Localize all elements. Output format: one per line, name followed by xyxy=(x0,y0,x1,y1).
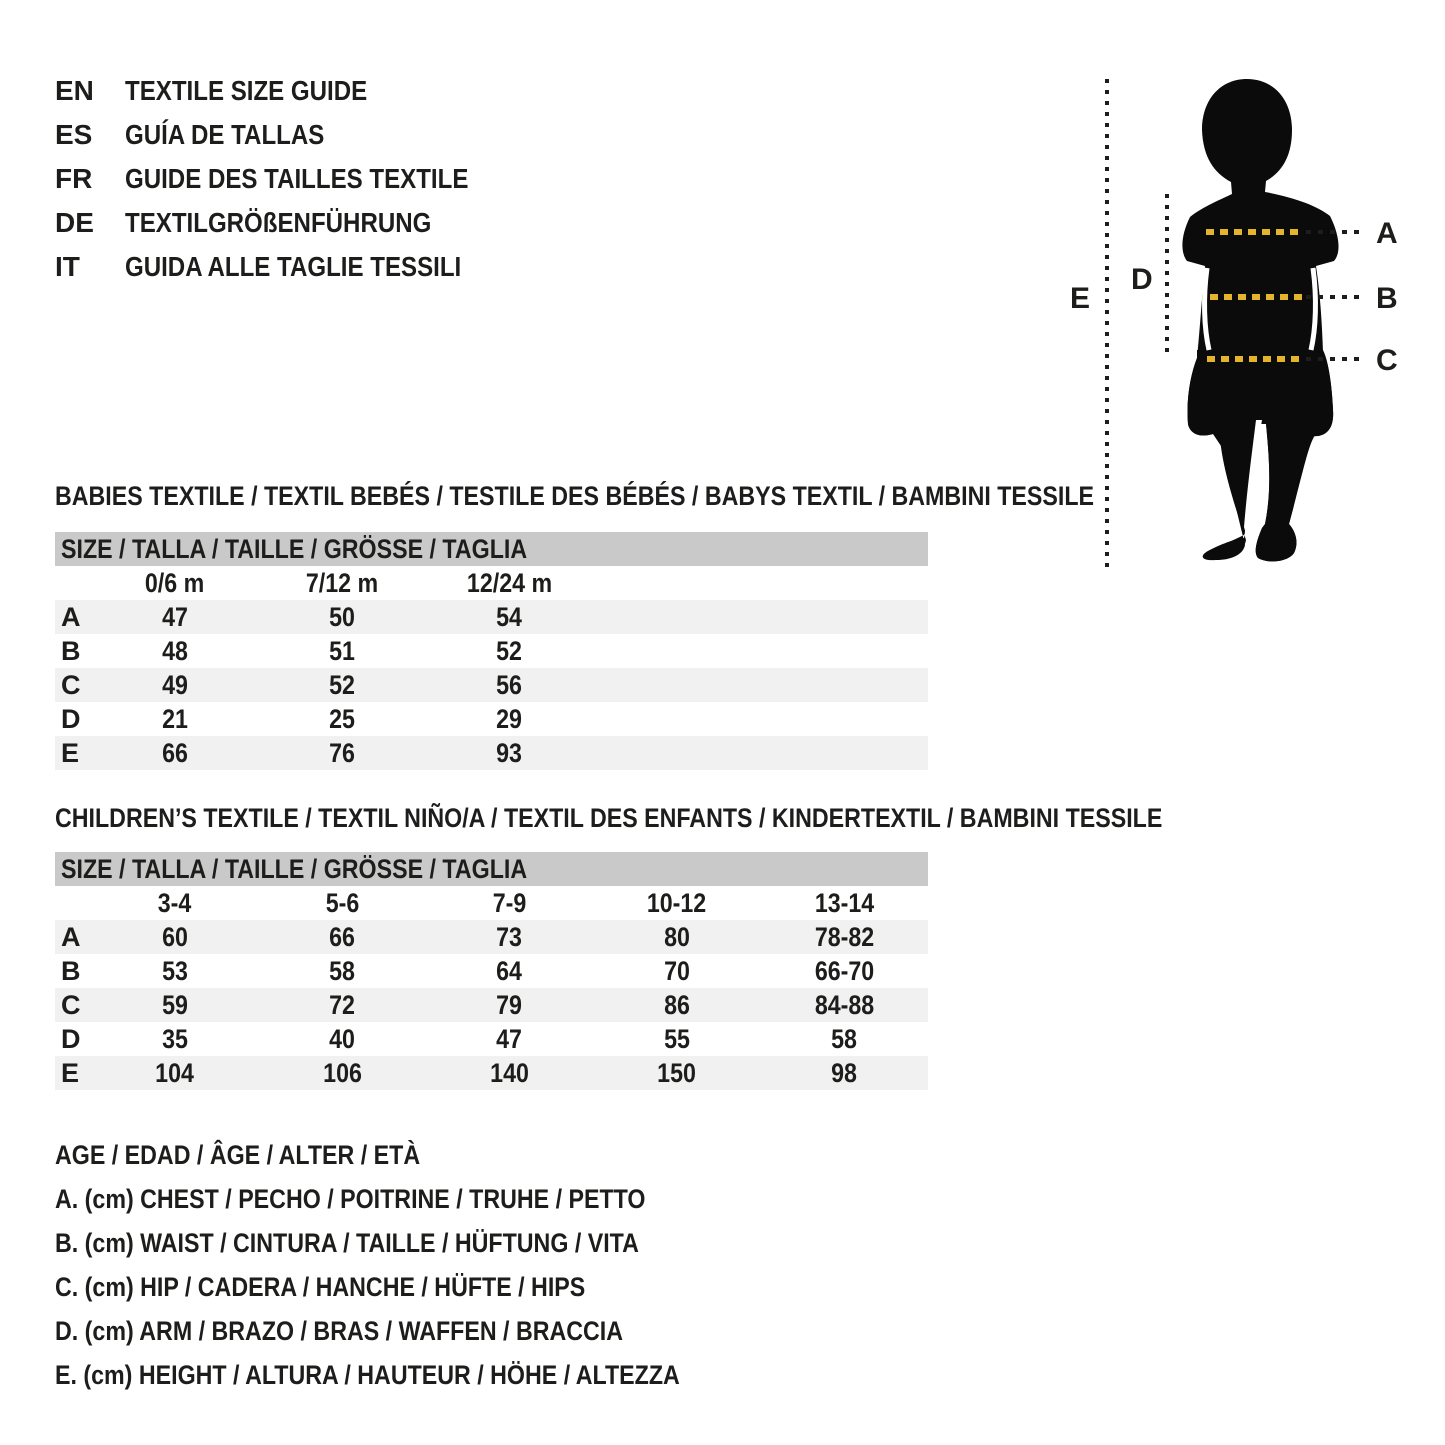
guide-title-fr: GUIDE DES TAILLES TEXTILE xyxy=(125,163,469,194)
cell: 52 xyxy=(329,669,356,700)
cell: 66 xyxy=(161,737,188,768)
cell: 47 xyxy=(161,601,188,632)
legend-height: E. (cm) HEIGHT / ALTURA / HAUTEUR / HÖHE / ALTEZZA xyxy=(55,1359,680,1390)
babies-column-headers xyxy=(55,566,928,600)
col-header: 0/6 m xyxy=(145,567,205,598)
cell: 66 xyxy=(329,921,356,952)
col-header: 7/12 m xyxy=(305,567,379,598)
table-row xyxy=(55,702,928,736)
lang-row-en xyxy=(55,69,524,113)
cell: 54 xyxy=(496,601,523,632)
row-label: E xyxy=(61,1057,80,1088)
guide-title-de: TEXTILGRÖßENFÜHRUNG xyxy=(125,207,432,238)
cell: 56 xyxy=(496,669,523,700)
cell: 49 xyxy=(161,669,188,700)
row-label: C xyxy=(61,989,81,1020)
cell: 73 xyxy=(496,921,523,952)
children-rows xyxy=(55,920,928,1090)
lang-code: FR xyxy=(55,163,93,194)
cell: 52 xyxy=(496,635,523,666)
table-row xyxy=(55,668,928,702)
cell: 84-88 xyxy=(814,989,875,1020)
children-section-title: CHILDREN’S TEXTILE / TEXTIL NIÑO/A / TEXTIL DES ENFANTS / KINDERTEXTIL / BAMBINI TESSILE xyxy=(55,803,1163,833)
cell: 25 xyxy=(329,703,356,734)
label-a: A xyxy=(1376,217,1398,250)
cell: 106 xyxy=(322,1057,362,1088)
guide-title-it: GUIDA ALLE TAGLIE TESSILI xyxy=(125,251,462,282)
row-label: D xyxy=(61,703,81,734)
babies-rows xyxy=(55,600,928,770)
legend-hip: C. (cm) HIP / CADERA / HANCHE / HÜFTE / HIPS xyxy=(55,1271,586,1302)
cell: 66-70 xyxy=(814,955,875,986)
col-header: 13-14 xyxy=(814,887,875,918)
children-column-headers xyxy=(55,886,928,920)
children-size-header-bar xyxy=(55,852,928,886)
label-d: D xyxy=(1131,263,1153,296)
label-b: B xyxy=(1376,282,1398,315)
legend-arm: D. (cm) ARM / BRAZO / BRAS / WAFFEN / BRACCIA xyxy=(55,1315,624,1346)
cell: 150 xyxy=(657,1057,697,1088)
cell: 40 xyxy=(329,1023,356,1054)
cell: 70 xyxy=(663,955,690,986)
table-row xyxy=(55,920,928,954)
legend-waist: B. (cm) WAIST / CINTURA / TAILLE / HÜFTUNG / VITA xyxy=(55,1227,639,1258)
lang-code: IT xyxy=(55,251,80,282)
cell: 140 xyxy=(490,1057,529,1088)
cell: 79 xyxy=(496,989,523,1020)
lang-row-de xyxy=(55,201,524,245)
language-header xyxy=(55,69,524,289)
row-label: E xyxy=(61,737,80,768)
cell: 55 xyxy=(663,1023,690,1054)
row-label: B xyxy=(61,955,81,986)
cell: 53 xyxy=(161,955,188,986)
cell: 48 xyxy=(161,635,188,666)
guide-title-es: GUÍA DE TALLAS xyxy=(125,119,325,150)
cell: 58 xyxy=(831,1023,858,1054)
table-row xyxy=(55,1056,928,1090)
babies-size-header-bar xyxy=(55,532,928,566)
cell: 104 xyxy=(155,1057,195,1088)
table-row xyxy=(55,634,928,668)
cell: 78-82 xyxy=(814,921,875,952)
table-row xyxy=(55,988,928,1022)
lang-row-es xyxy=(55,113,524,157)
legend-chest: A. (cm) CHEST / PECHO / POITRINE / TRUHE / PETTO xyxy=(55,1183,646,1214)
cell: 64 xyxy=(496,955,523,986)
child-silhouette-legs xyxy=(1187,350,1333,561)
label-c: C xyxy=(1376,344,1398,377)
cell: 80 xyxy=(663,921,690,952)
cell: 21 xyxy=(161,703,188,734)
cell: 35 xyxy=(161,1023,188,1054)
col-header: 12/24 m xyxy=(466,567,553,598)
babies-section-title: BABIES TEXTILE / TEXTIL BEBÉS / TESTILE DES BÉBÉS / BABYS TEXTIL / BAMBINI TESSILE xyxy=(55,481,1095,511)
cell: 50 xyxy=(329,601,356,632)
size-header-label: SIZE / TALLA / TAILLE / GRÖSSE / TAGLIA xyxy=(61,533,528,564)
lang-row-fr xyxy=(55,157,524,201)
label-e: E xyxy=(1070,282,1091,315)
row-label: A xyxy=(61,601,81,632)
guide-title-en: TEXTILE SIZE GUIDE xyxy=(125,75,368,106)
measurement-legend xyxy=(55,1133,781,1397)
legend-age: AGE / EDAD / ÂGE / ALTER / ETÀ xyxy=(55,1139,421,1170)
cell: 58 xyxy=(329,955,356,986)
children-size-table xyxy=(55,852,928,1090)
lang-code: DE xyxy=(55,207,94,238)
row-label: D xyxy=(61,1023,81,1054)
col-header: 10-12 xyxy=(647,887,707,918)
cell: 51 xyxy=(329,635,356,666)
cell: 29 xyxy=(496,703,523,734)
cell: 76 xyxy=(329,737,356,768)
col-header: 3-4 xyxy=(157,887,192,918)
row-label: B xyxy=(61,635,81,666)
babies-size-table xyxy=(55,532,928,770)
cell: 47 xyxy=(496,1023,523,1054)
lang-code: ES xyxy=(55,119,93,150)
lang-code: EN xyxy=(55,75,94,106)
size-header-label: SIZE / TALLA / TAILLE / GRÖSSE / TAGLIA xyxy=(61,853,528,884)
table-row xyxy=(55,1022,928,1056)
cell: 72 xyxy=(329,989,356,1020)
cell: 93 xyxy=(496,737,523,768)
col-header: 5-6 xyxy=(325,887,359,918)
col-header: 7-9 xyxy=(492,887,527,918)
row-label: A xyxy=(61,921,81,952)
cell: 59 xyxy=(161,989,188,1020)
lang-row-it xyxy=(55,245,524,289)
table-row xyxy=(55,736,928,770)
table-row xyxy=(55,954,928,988)
table-row xyxy=(55,600,928,634)
cell: 98 xyxy=(831,1057,858,1088)
cell: 86 xyxy=(663,989,690,1020)
row-label: C xyxy=(61,669,81,700)
cell: 60 xyxy=(161,921,188,952)
